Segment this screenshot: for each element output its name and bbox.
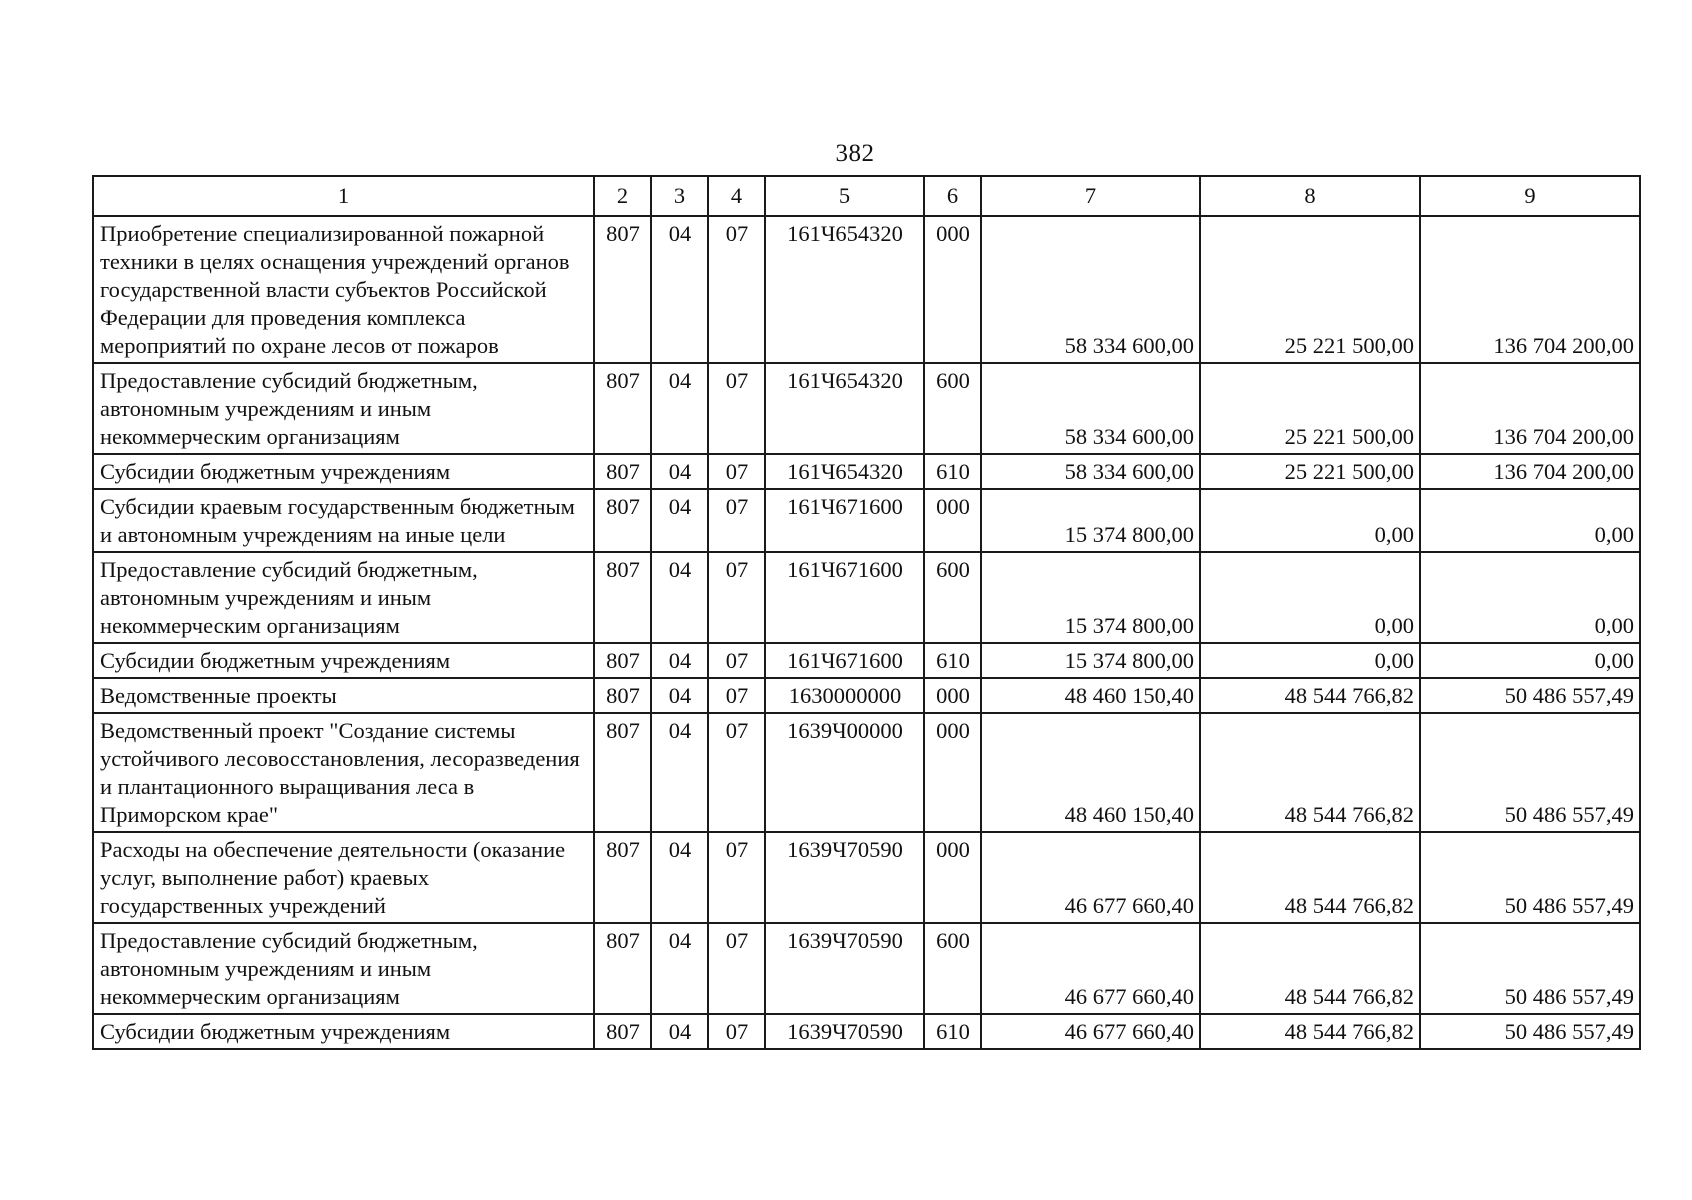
- row-amount-7: 48 460 150,40: [981, 713, 1200, 832]
- row-amount-8: 48 544 766,82: [1200, 713, 1420, 832]
- row-amount-7: 46 677 660,40: [981, 832, 1200, 923]
- row-name: Субсидии краевым государственным бюджетным и автономным учреждениям на иные цели: [93, 489, 594, 552]
- row-col-3: 04: [651, 713, 708, 832]
- row-amount-9: 136 704 200,00: [1420, 363, 1640, 454]
- header-col-3: 3: [651, 176, 708, 216]
- row-col-3: 04: [651, 678, 708, 713]
- table-row: [93, 643, 1640, 678]
- budget-table: [92, 175, 1641, 1050]
- header-col-6: 6: [924, 176, 981, 216]
- row-col-6: 000: [924, 832, 981, 923]
- table-row: [93, 552, 1640, 643]
- row-name: Ведомственные проекты: [93, 678, 594, 713]
- row-col-5: 1639Ч70590: [765, 1014, 924, 1049]
- table-row: [93, 363, 1640, 454]
- row-name: Субсидии бюджетным учреждениям: [93, 454, 594, 489]
- row-amount-8: 0,00: [1200, 643, 1420, 678]
- row-col-2: 807: [594, 713, 651, 832]
- table-row: [93, 678, 1640, 713]
- table-row: [93, 454, 1640, 489]
- row-col-5: 161Ч654320: [765, 216, 924, 363]
- table-header-row: [93, 176, 1640, 216]
- row-amount-9: 136 704 200,00: [1420, 216, 1640, 363]
- row-col-6: 610: [924, 1014, 981, 1049]
- row-col-5: 1630000000: [765, 678, 924, 713]
- row-col-5: 1639Ч70590: [765, 832, 924, 923]
- row-col-4: 07: [708, 1014, 765, 1049]
- header-col-9: 9: [1420, 176, 1640, 216]
- row-amount-7: 15 374 800,00: [981, 643, 1200, 678]
- row-col-4: 07: [708, 678, 765, 713]
- row-col-5: 161Ч671600: [765, 643, 924, 678]
- table-row: [93, 713, 1640, 832]
- row-col-2: 807: [594, 678, 651, 713]
- row-col-6: 600: [924, 552, 981, 643]
- header-col-8: 8: [1200, 176, 1420, 216]
- row-amount-7: 46 677 660,40: [981, 923, 1200, 1014]
- row-col-3: 04: [651, 923, 708, 1014]
- row-amount-9: 50 486 557,49: [1420, 678, 1640, 713]
- row-amount-8: 48 544 766,82: [1200, 923, 1420, 1014]
- row-amount-8: 48 544 766,82: [1200, 678, 1420, 713]
- row-amount-9: 50 486 557,49: [1420, 1014, 1640, 1049]
- row-col-5: 1639Ч70590: [765, 923, 924, 1014]
- row-col-4: 07: [708, 713, 765, 832]
- row-col-2: 807: [594, 216, 651, 363]
- row-amount-9: 0,00: [1420, 643, 1640, 678]
- row-col-3: 04: [651, 216, 708, 363]
- row-col-4: 07: [708, 643, 765, 678]
- row-col-6: 000: [924, 678, 981, 713]
- table-row: [93, 832, 1640, 923]
- header-col-7: 7: [981, 176, 1200, 216]
- row-amount-8: 25 221 500,00: [1200, 363, 1420, 454]
- row-col-6: 000: [924, 713, 981, 832]
- table-row: [93, 489, 1640, 552]
- row-col-5: 1639Ч00000: [765, 713, 924, 832]
- page-number: 382: [835, 140, 875, 167]
- row-amount-7: 58 334 600,00: [981, 363, 1200, 454]
- row-col-2: 807: [594, 489, 651, 552]
- row-col-6: 610: [924, 643, 981, 678]
- row-amount-7: 48 460 150,40: [981, 678, 1200, 713]
- row-col-5: 161Ч671600: [765, 489, 924, 552]
- row-amount-7: 15 374 800,00: [981, 489, 1200, 552]
- row-col-5: 161Ч654320: [765, 454, 924, 489]
- row-name: Субсидии бюджетным учреждениям: [93, 643, 594, 678]
- row-amount-9: 136 704 200,00: [1420, 454, 1640, 489]
- row-col-2: 807: [594, 454, 651, 489]
- row-col-3: 04: [651, 489, 708, 552]
- row-amount-8: 48 544 766,82: [1200, 1014, 1420, 1049]
- row-col-2: 807: [594, 552, 651, 643]
- row-col-6: 600: [924, 363, 981, 454]
- row-col-4: 07: [708, 489, 765, 552]
- row-col-4: 07: [708, 454, 765, 489]
- row-col-3: 04: [651, 832, 708, 923]
- row-col-2: 807: [594, 832, 651, 923]
- row-name: Субсидии бюджетным учреждениям: [93, 1014, 594, 1049]
- row-col-2: 807: [594, 643, 651, 678]
- row-amount-7: 15 374 800,00: [981, 552, 1200, 643]
- row-col-5: 161Ч654320: [765, 363, 924, 454]
- row-amount-7: 58 334 600,00: [981, 454, 1200, 489]
- row-amount-9: 50 486 557,49: [1420, 713, 1640, 832]
- row-amount-9: 50 486 557,49: [1420, 832, 1640, 923]
- header-col-1: 1: [93, 176, 594, 216]
- row-amount-9: 0,00: [1420, 552, 1640, 643]
- row-col-5: 161Ч671600: [765, 552, 924, 643]
- row-amount-7: 46 677 660,40: [981, 1014, 1200, 1049]
- row-amount-9: 0,00: [1420, 489, 1640, 552]
- row-col-4: 07: [708, 216, 765, 363]
- table-row: [93, 923, 1640, 1014]
- row-amount-8: 0,00: [1200, 552, 1420, 643]
- row-col-3: 04: [651, 363, 708, 454]
- row-col-3: 04: [651, 454, 708, 489]
- row-col-6: 610: [924, 454, 981, 489]
- row-col-3: 04: [651, 552, 708, 643]
- header-col-4: 4: [708, 176, 765, 216]
- header-col-5: 5: [765, 176, 924, 216]
- row-name: Ведомственный проект "Создание системы устойчивого лесовосстановления, лесоразведения и плантационного выращивания леса в Приморском крае": [93, 713, 594, 832]
- row-name: Предоставление субсидий бюджетным, автономным учреждениям и иным некоммерческим организациям: [93, 363, 594, 454]
- row-col-3: 04: [651, 643, 708, 678]
- row-col-6: 000: [924, 216, 981, 363]
- row-amount-8: 25 221 500,00: [1200, 454, 1420, 489]
- row-amount-8: 0,00: [1200, 489, 1420, 552]
- row-amount-9: 50 486 557,49: [1420, 923, 1640, 1014]
- row-name: Предоставление субсидий бюджетным, автономным учреждениям и иным некоммерческим организациям: [93, 552, 594, 643]
- row-name: Приобретение специализированной пожарной техники в целях оснащения учреждений органов государственной власти субъектов Российской Федерации для проведения комплекса мероприятий по охране лесов от пожаров: [93, 216, 594, 363]
- row-amount-8: 48 544 766,82: [1200, 832, 1420, 923]
- row-col-4: 07: [708, 832, 765, 923]
- row-col-2: 807: [594, 923, 651, 1014]
- table-row: [93, 216, 1640, 363]
- row-amount-8: 25 221 500,00: [1200, 216, 1420, 363]
- row-col-4: 07: [708, 552, 765, 643]
- row-col-6: 000: [924, 489, 981, 552]
- row-col-4: 07: [708, 923, 765, 1014]
- table-row: [93, 1014, 1640, 1049]
- row-col-2: 807: [594, 1014, 651, 1049]
- row-col-4: 07: [708, 363, 765, 454]
- row-col-6: 600: [924, 923, 981, 1014]
- row-amount-7: 58 334 600,00: [981, 216, 1200, 363]
- header-col-2: 2: [594, 176, 651, 216]
- row-name: Расходы на обеспечение деятельности (оказание услуг, выполнение работ) краевых государственных учреждений: [93, 832, 594, 923]
- row-col-2: 807: [594, 363, 651, 454]
- row-name: Предоставление субсидий бюджетным, автономным учреждениям и иным некоммерческим организациям: [93, 923, 594, 1014]
- row-col-3: 04: [651, 1014, 708, 1049]
